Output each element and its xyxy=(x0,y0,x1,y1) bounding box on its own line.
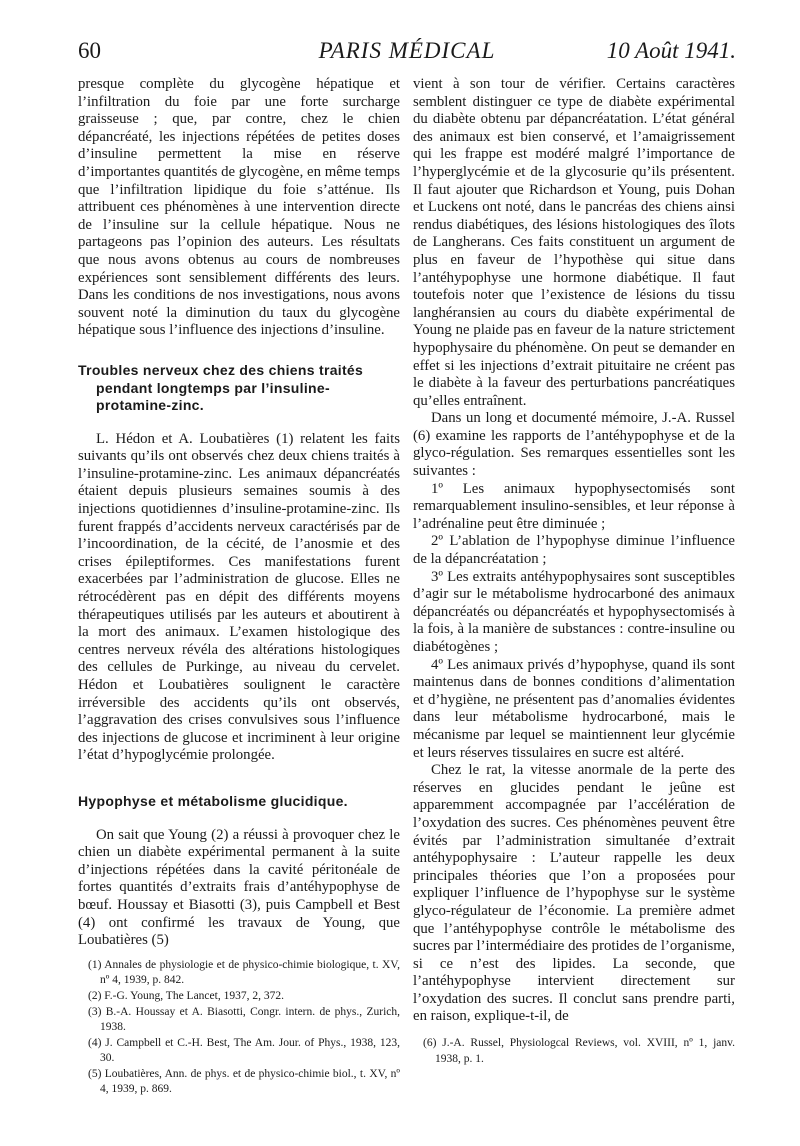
issue-date: 10 Août 1941. xyxy=(606,38,736,63)
list-item: 1º Les animaux hypophysectomisés sont remarquablement insulino-sensibles, et leur réponse à l’adrénaline peut être diminuée ; xyxy=(413,480,735,532)
paragraph: On sait que Young (2) a réussi à provoquer chez le chien un diabète expérimental permanent à la suite d’injections répétées dans la cavité péritonéale de fortes quantités d’extraits frais d’antéhypophyse de bœuf. Houssay et Biasotti (3), puis Campbell et Best (4) ont confirmé les travaux de Young, que Loubatières (5) xyxy=(78,826,400,949)
footnotes xyxy=(78,958,400,1098)
section-heading: Troubles nerveux chez des chiens traités pendant longtemps par l’insuline-protamine-zinc. xyxy=(78,361,364,414)
list-item: 2º L’ablation de l’hypophyse diminue l’influence de la dépancréatation ; xyxy=(413,533,735,568)
footnote: (6) J.-A. Russel, Physiologcal Reviews, vol. XVIII, nº 1, janv. 1938, p. 1. xyxy=(423,1037,735,1065)
paragraph: presque complète du glycogène hépatique et l’infiltration du foie par une forte surcharge graisseuse ; que, par contre, chez le chien dépancréaté, les injections répétées de petites doses d’insuline permettent la mise en réserve d’importantes quantités de glycogène, en même temps que l’infiltration lipidique du foie s’atténue. Ils attribuent ces phénomènes à une intervention directe de l’insuline sur la cellule hépatique. Nous ne partageons pas l’opinion des auteurs. Les résultats que nous avons obtenus au cours de nombreuses expériences sont sensiblement différents des leurs. Dans les conditions de nos investigations, nous avons souvent noté la diminution du taux du glycogène hépatique sous l’influence des injections d’insuline. xyxy=(78,76,400,339)
list-item: 3º Les extraits antéhypophysaires sont susceptibles d’agir sur le métabolisme hydrocarboné des animaux dépancréatés ou dépancréatés et hypophysectomisés à la fois, à la manière de substances : contre-insuline ou diabétogènes ; xyxy=(413,568,735,655)
journal-title: PARIS MÉDICAL xyxy=(318,38,496,63)
footnote: (5) Loubatières, Ann. de phys. et de physico-chimie biol., t. XV, nº 4, 1939, p. 869. xyxy=(88,1067,400,1096)
paragraph: Chez le rat, la vitesse anormale de la perte des réserves en glucides pendant le jeûne est apparemment accompagnée par l’accélération de l’oxydation des sucres. Ces phénomènes peuvent être évités par l’administration simultanée d’extrait antéhypophysaire : L’auteur rappelle les deux principales théories que l’on a proposées pour expliquer l’influence de l’hypophyse sur le système glyco-régulateur de l’économie. La première admet que l’antéhypophyse contrôle le métabolisme des sucres par l’intermédiaire des protides de l’organisme, si ce n’est des lipides. La seconde, que l’antéhypophyse intervient directement sur l’oxydation des sucres. Il conclut sans prendre parti, en raison, explique-t-il, de xyxy=(413,762,735,1025)
footnote: (3) B.-A. Houssay et A. Biasotti, Congr. intern. de phys., Zurich, 1938. xyxy=(88,1005,400,1034)
list-item: 4º Les animaux privés d’hypophyse, quand ils sont maintenus dans de bonnes conditions d’alimentation et d’hygiène, ne présentent pas d’anomalies évidentes dans leur métabolisme hydrocarboné, mais le mécanisme par lequel se maintiennent leur glycémie et leurs réserves tissulaires en sucre est altéré. xyxy=(413,656,735,761)
footnote: (2) F.-G. Young, The Lancet, 1937, 2, 372. xyxy=(88,989,284,1002)
page-number: 60 xyxy=(78,38,101,63)
footnote: (4) J. Campbell et C.-H. Best, The Am. Jour. of Phys., 1938, 123, 30. xyxy=(88,1036,400,1065)
paragraph: vient à son tour de vérifier. Certains caractères semblent distinguer ce type de diabète expérimental du diabète obtenu par dépancréatation. L’état général des animaux est bien conservé, et l’amaigrissement qui les frappe est modéré malgré l’importance de l’hyperglycémie et de la glycosurie qu’ils présentent. Il faut ajouter que Richardson et Young, puis Dohan et Luckens ont noté, dans le pancréas des chiens ainsi rendus diabétiques, des lésions histologiques des îlots de Langherans. Ces faits constituent un argument de plus en faveur de l’hypothèse qui situe dans l’antéhypophyse une hormone diabétique. Il faut toutefois noter que l’existence de lésions du tissu langhéransien au cours du diabète expérimental de Young ne plaide pas en faveur de la nature strictement hypophysaire du phénomène. On peut se demander en effet si les injections d’extrait pituitaire ne créent pas le diabète à la faveur des perturbations pancréatiques qu’elles entraînent. xyxy=(413,76,735,409)
left-column xyxy=(78,76,400,1098)
running-header xyxy=(78,38,736,72)
paragraph: L. Hédon et A. Loubatières (1) relatent les faits suivants qu’ils ont observés chez deux chiens traités à l’insuline-protamine-zinc. Les animaux dépancréatés étaient depuis plusieurs semaines soumis à des injections quotidiennes d’insuline-protamine-zinc. Ils furent frappés d’accidents nerveux caractérisés par de l’incoordination, de la cécité, de l’anosmie et des crises épileptiformes. Ces manifestations furent exacerbées par l’administration de glucose. Elles ne rétrocédèrent pas en dépit des différents moyens thérapeutiques utilisés par les auteurs et aboutirent à la mort des animaux. L’examen histologique des centres nerveux révéla des altérations histologiques des cellules de Purkinge, au niveau du cervelet. Hédon et Loubatières soulignent le caractère irréversible des accidents qu’ils ont observés, l’aggravation des crises convulsives sous l’influence des injections de glucose et incriminent à leur origine l’état d’hypoglycémie prolongée. xyxy=(78,430,400,764)
paragraph: Dans un long et documenté mémoire, J.-A. Russel (6) examine les rapports de l’antéhypophyse et de la glyco-régulation. Ses remarques essentielles sont les suivantes : xyxy=(413,410,735,480)
section-heading: Hypophyse et métabolisme glucidique. xyxy=(78,792,348,809)
footnote: (1) Annales de physiologie et de physico-chimie biologique, t. XV, nº 4, 1939, p. 842. xyxy=(88,958,400,987)
right-column xyxy=(413,76,735,1067)
